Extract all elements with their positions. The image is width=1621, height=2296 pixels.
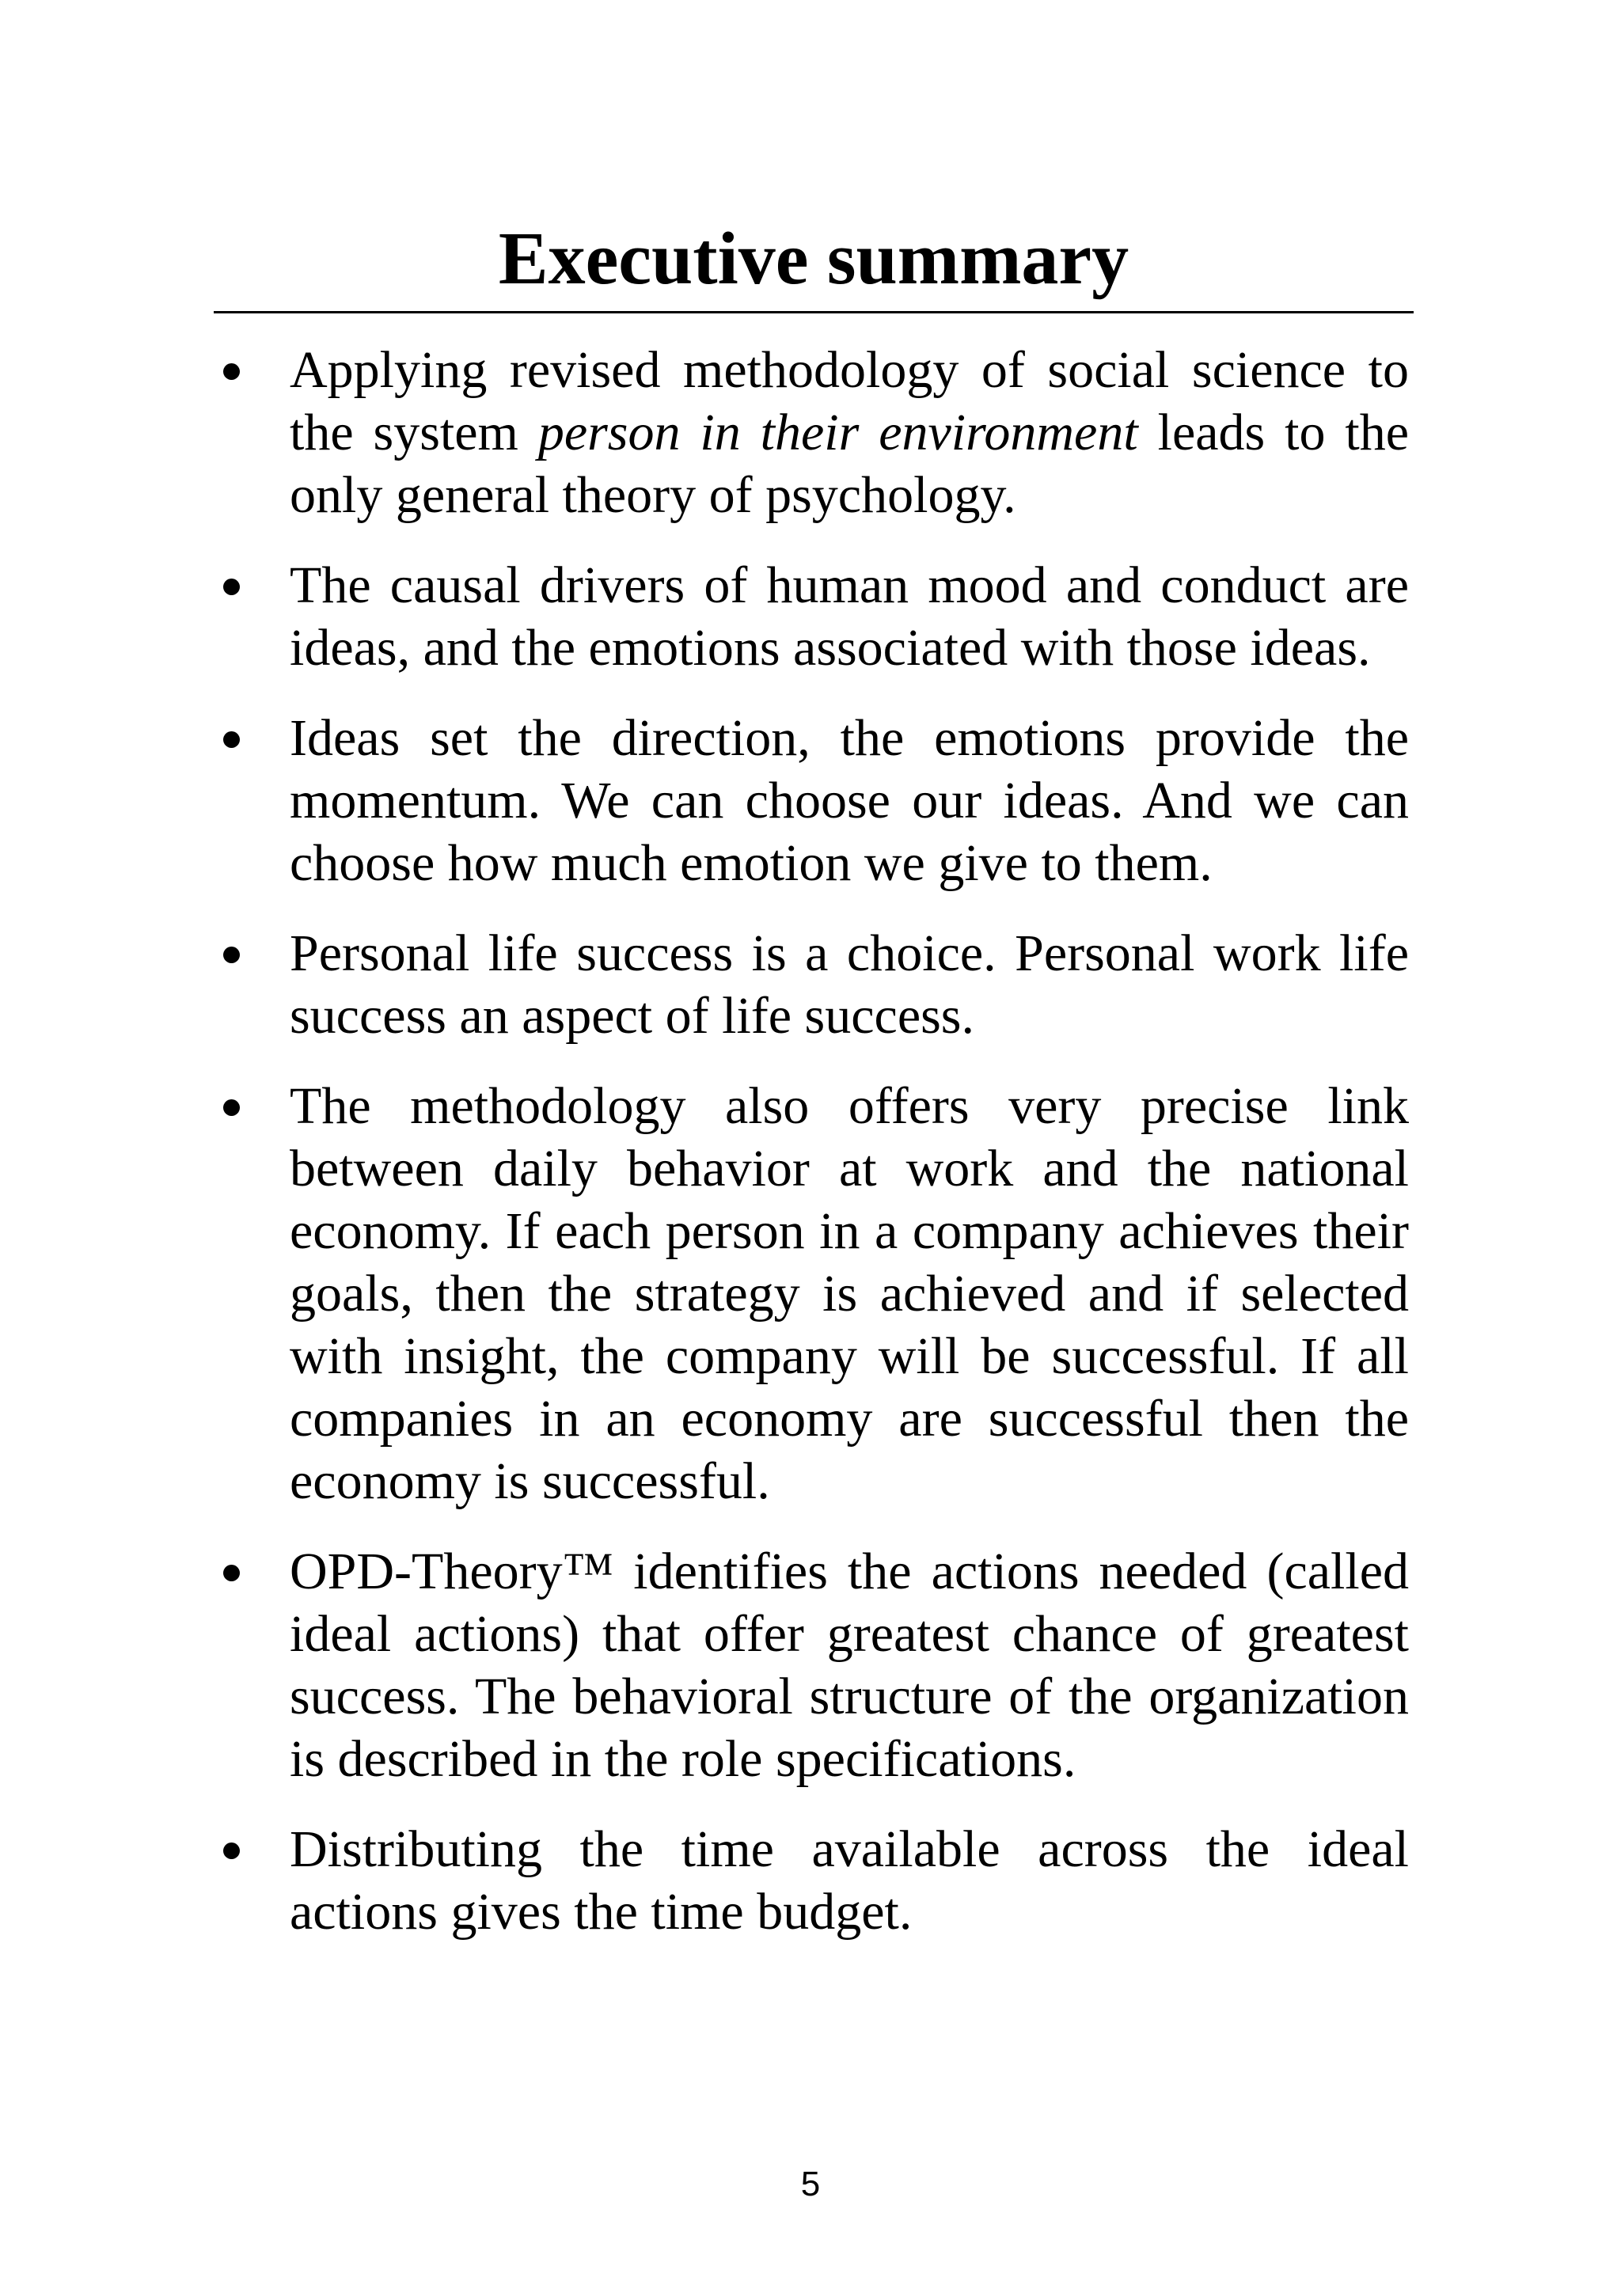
bullet-text-7: Distributing the time available across the ideal actions gives the time budget. bbox=[290, 1820, 1409, 1941]
bullet-text-2: The causal drivers of human mood and conduct are ideas, and the emotions associated with those ideas. bbox=[290, 556, 1409, 677]
bullet-icon bbox=[223, 947, 240, 963]
bullet-text-6: OPD-Theory™ identifies the actions needed (called ideal actions) that offer greatest chance of greatest success. The behavioral structure of the organization is described in the role specifications. bbox=[290, 1543, 1409, 1788]
bullet-item-4 bbox=[214, 922, 1409, 1047]
bullet-icon bbox=[223, 1099, 240, 1116]
summary-bullet-list bbox=[214, 339, 1409, 1971]
bullet-icon bbox=[223, 1842, 240, 1859]
bullet-item-1 bbox=[214, 339, 1409, 526]
bullet-item-6 bbox=[214, 1540, 1409, 1790]
bullet-text-5: The methodology also offers very precise link between daily behavior at work and the national economy. If each person in a company achieves their goals, then the strategy is achieved and if selected with insight, the company will be successful. If all companies in an economy are successful then the economy is successful. bbox=[290, 1077, 1409, 1510]
bullet-text-1-end: leads to the only general theory of psychology. bbox=[290, 404, 1410, 524]
title-underline bbox=[214, 311, 1414, 313]
page-number: 5 bbox=[800, 2165, 821, 2203]
bullet-text-3: Ideas set the direction, the emotions provide the momentum. We can choose our ideas. And we can choose how much emotion we give to them. bbox=[290, 709, 1409, 892]
bullet-icon bbox=[223, 363, 240, 380]
bullet-item-3 bbox=[214, 707, 1409, 894]
page-title: Executive summary bbox=[498, 218, 1129, 300]
bullet-item-7 bbox=[214, 1818, 1409, 1943]
bullet-icon bbox=[223, 1565, 240, 1581]
bullet-text-1-emphasis: person in their environment bbox=[537, 404, 1138, 461]
bullet-text-1-start: Applying revised methodology of social science to the system bbox=[290, 341, 1409, 461]
bullet-text-4: Personal life success is a choice. Personal work life success an aspect of life success. bbox=[290, 924, 1409, 1045]
bullet-icon bbox=[223, 579, 240, 595]
bullet-item-5 bbox=[214, 1075, 1409, 1512]
bullet-item-2 bbox=[214, 554, 1409, 679]
bullet-icon bbox=[223, 731, 240, 748]
